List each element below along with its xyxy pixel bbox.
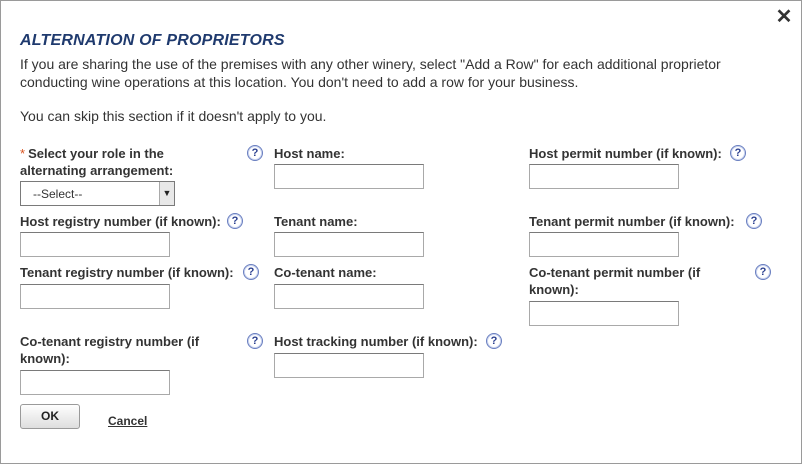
tenant-permit-help-icon[interactable]: ? <box>746 213 762 229</box>
role-label <box>20 145 220 179</box>
host-tracking-help-icon[interactable]: ? <box>486 333 502 349</box>
role-select[interactable] <box>20 181 175 206</box>
role-label-text: Select your role in the alternating arrangement: <box>20 146 174 178</box>
tenant-name-label: Tenant name: <box>274 214 358 229</box>
host-registry-help-icon[interactable]: ? <box>227 213 243 229</box>
skip-note: You can skip this section if it doesn't apply to you. <box>20 108 327 124</box>
host-permit-input[interactable] <box>529 164 679 189</box>
role-select-value: --Select-- <box>33 187 83 201</box>
tenant-registry-label: Tenant registry number (if known): <box>20 265 234 280</box>
cotenant-permit-input[interactable] <box>529 301 679 326</box>
host-registry-label: Host registry number (if known): <box>20 214 221 229</box>
tenant-registry-input[interactable] <box>20 284 170 309</box>
host-name-label: Host name: <box>274 146 345 161</box>
host-name-input[interactable] <box>274 164 424 189</box>
cotenant-registry-help-icon[interactable]: ? <box>247 333 263 349</box>
tenant-name-input[interactable] <box>274 232 424 257</box>
tenant-permit-label: Tenant permit number (if known): <box>529 214 735 229</box>
cancel-link[interactable]: Cancel <box>108 414 148 428</box>
cotenant-name-label: Co-tenant name: <box>274 265 377 280</box>
chevron-down-icon[interactable]: ▼ <box>159 182 174 205</box>
host-permit-label: Host permit number (if known): <box>529 146 722 161</box>
host-tracking-label: Host tracking number (if known): <box>274 334 478 349</box>
cotenant-registry-input[interactable] <box>20 370 170 395</box>
close-icon[interactable]: ✕ <box>775 6 793 28</box>
role-help-icon[interactable]: ? <box>247 145 263 161</box>
dialog-title: ALTERNATION OF PROPRIETORS <box>20 32 285 49</box>
intro-text: If you are sharing the use of the premises with any other winery, select "Add a Row" for each additional proprietor conducting wine operations at this location. You don't need to add a row for your business. <box>20 56 721 90</box>
cotenant-permit-label: Co-tenant permit number (if known): <box>529 265 701 297</box>
ok-button[interactable]: OK <box>20 404 80 429</box>
tenant-permit-input[interactable] <box>529 232 679 257</box>
host-registry-input[interactable] <box>20 232 170 257</box>
tenant-registry-help-icon[interactable]: ? <box>243 264 259 280</box>
cotenant-name-input[interactable] <box>274 284 424 309</box>
host-tracking-input[interactable] <box>274 353 424 378</box>
cotenant-registry-label: Co-tenant registry number (if known): <box>20 334 200 366</box>
required-marker: * <box>20 146 26 161</box>
host-permit-help-icon[interactable]: ? <box>730 145 746 161</box>
cotenant-permit-help-icon[interactable]: ? <box>755 264 771 280</box>
